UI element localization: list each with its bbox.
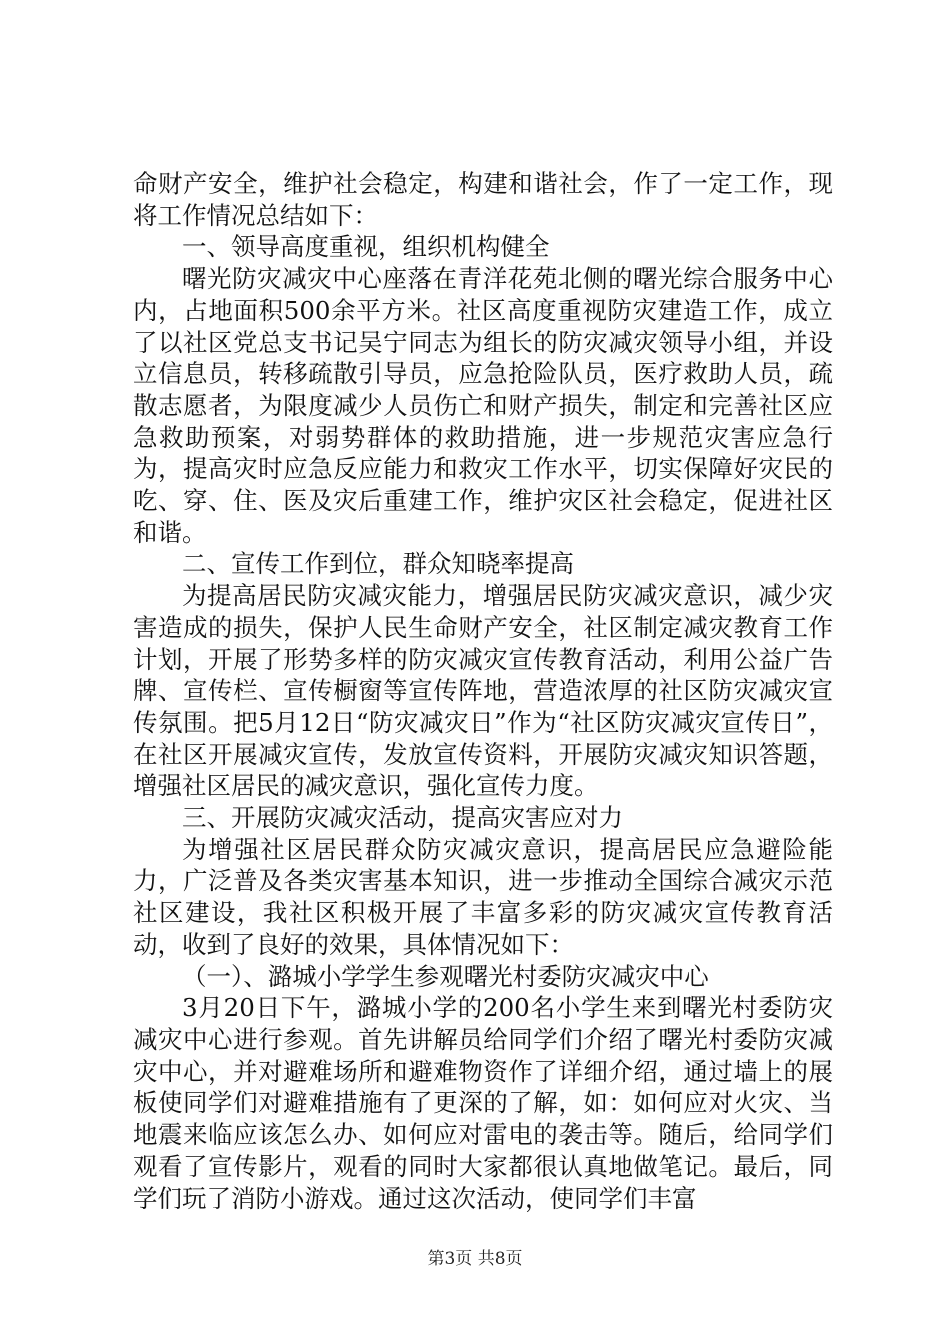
page-number-footer: 第3页 共8页 xyxy=(427,1249,523,1269)
document-body xyxy=(133,168,833,1214)
subsection-heading: （一）、潞城小学学生参观曙光村委防灾减灾中心 xyxy=(182,961,709,991)
body-paragraph: 3月20日下午，潞城小学的200名小学生来到曙光村委防灾减灾中心进行参观。首先讲解员给同学们介绍了曙光村委防灾减灾中心，并对避难场所和避难物资作了详细介绍，通过墙上的展板使同学们对避难措施有了更深的了解，如：如何应对火灾、当地震来临应该怎么办、如何应对雷电的袭击等。随后，给同学们观看了宣传影片，观看的同时大家都很认真地做笔记。最后，同学们玩了消防小游戏。通过这次活动，使同学们丰富 xyxy=(133,993,833,1213)
body-paragraph: 为增强社区居民群众防灾减灾意识，提高居民应急避险能力，广泛普及各类灾害基本知识，进一步推动全国综合减灾示范社区建设，我社区积极开展了丰富多彩的防灾减灾宣传教育活动，收到了良好的效果，具体情况如下： xyxy=(133,834,833,959)
section-heading: 二、宣传工作到位，群众知晓率提高 xyxy=(182,549,574,579)
body-paragraph: 为提高居民防灾减灾能力，增强居民防灾减灾意识，减少灾害造成的损失，保护人民生命财产安全，社区制定减灾教育工作计划，开展了形势多样的防灾减灾宣传教育活动，利用公益广告牌、宣传栏、宣传橱窗等宣传阵地，营造浓厚的社区防灾减灾宣传氛围。把5月12日“防灾减灾日”作为“社区防灾减灾宣传日”，在社区开展减灾宣传，发放宣传资料，开展防灾减灾知识答题，增强社区居民的减灾意识，强化宣传力度。 xyxy=(133,581,833,801)
section-heading: 三、开展防灾减灾活动，提高灾害应对力 xyxy=(182,803,623,833)
section-heading: 一、领导高度重视，组织机构健全 xyxy=(182,232,550,262)
body-paragraph: 命财产安全，维护社会稳定，构建和谐社会，作了一定工作，现将工作情况总结如下： xyxy=(133,169,833,230)
body-paragraph: 曙光防灾减灾中心座落在青洋花苑北侧的曙光综合服务中心内，占地面积500余平方米。社区高度重视防灾建造工作，成立了以社区党总支书记吴宁同志为组长的防灾减灾领导小组，并设立信息员，转移疏散引导员，应急抢险队员，医疗救助人员，疏散志愿者，为限度减少人员伤亡和财产损失，制定和完善社区应急救助预案，对弱势群体的救助措施，进一步规范灾害应急行为，提高灾时应急反应能力和救灾工作水平，切实保障好灾民的吃、穿、住、医及灾后重建工作，维护灾区社会稳定，促进社区和谐。 xyxy=(133,264,833,547)
